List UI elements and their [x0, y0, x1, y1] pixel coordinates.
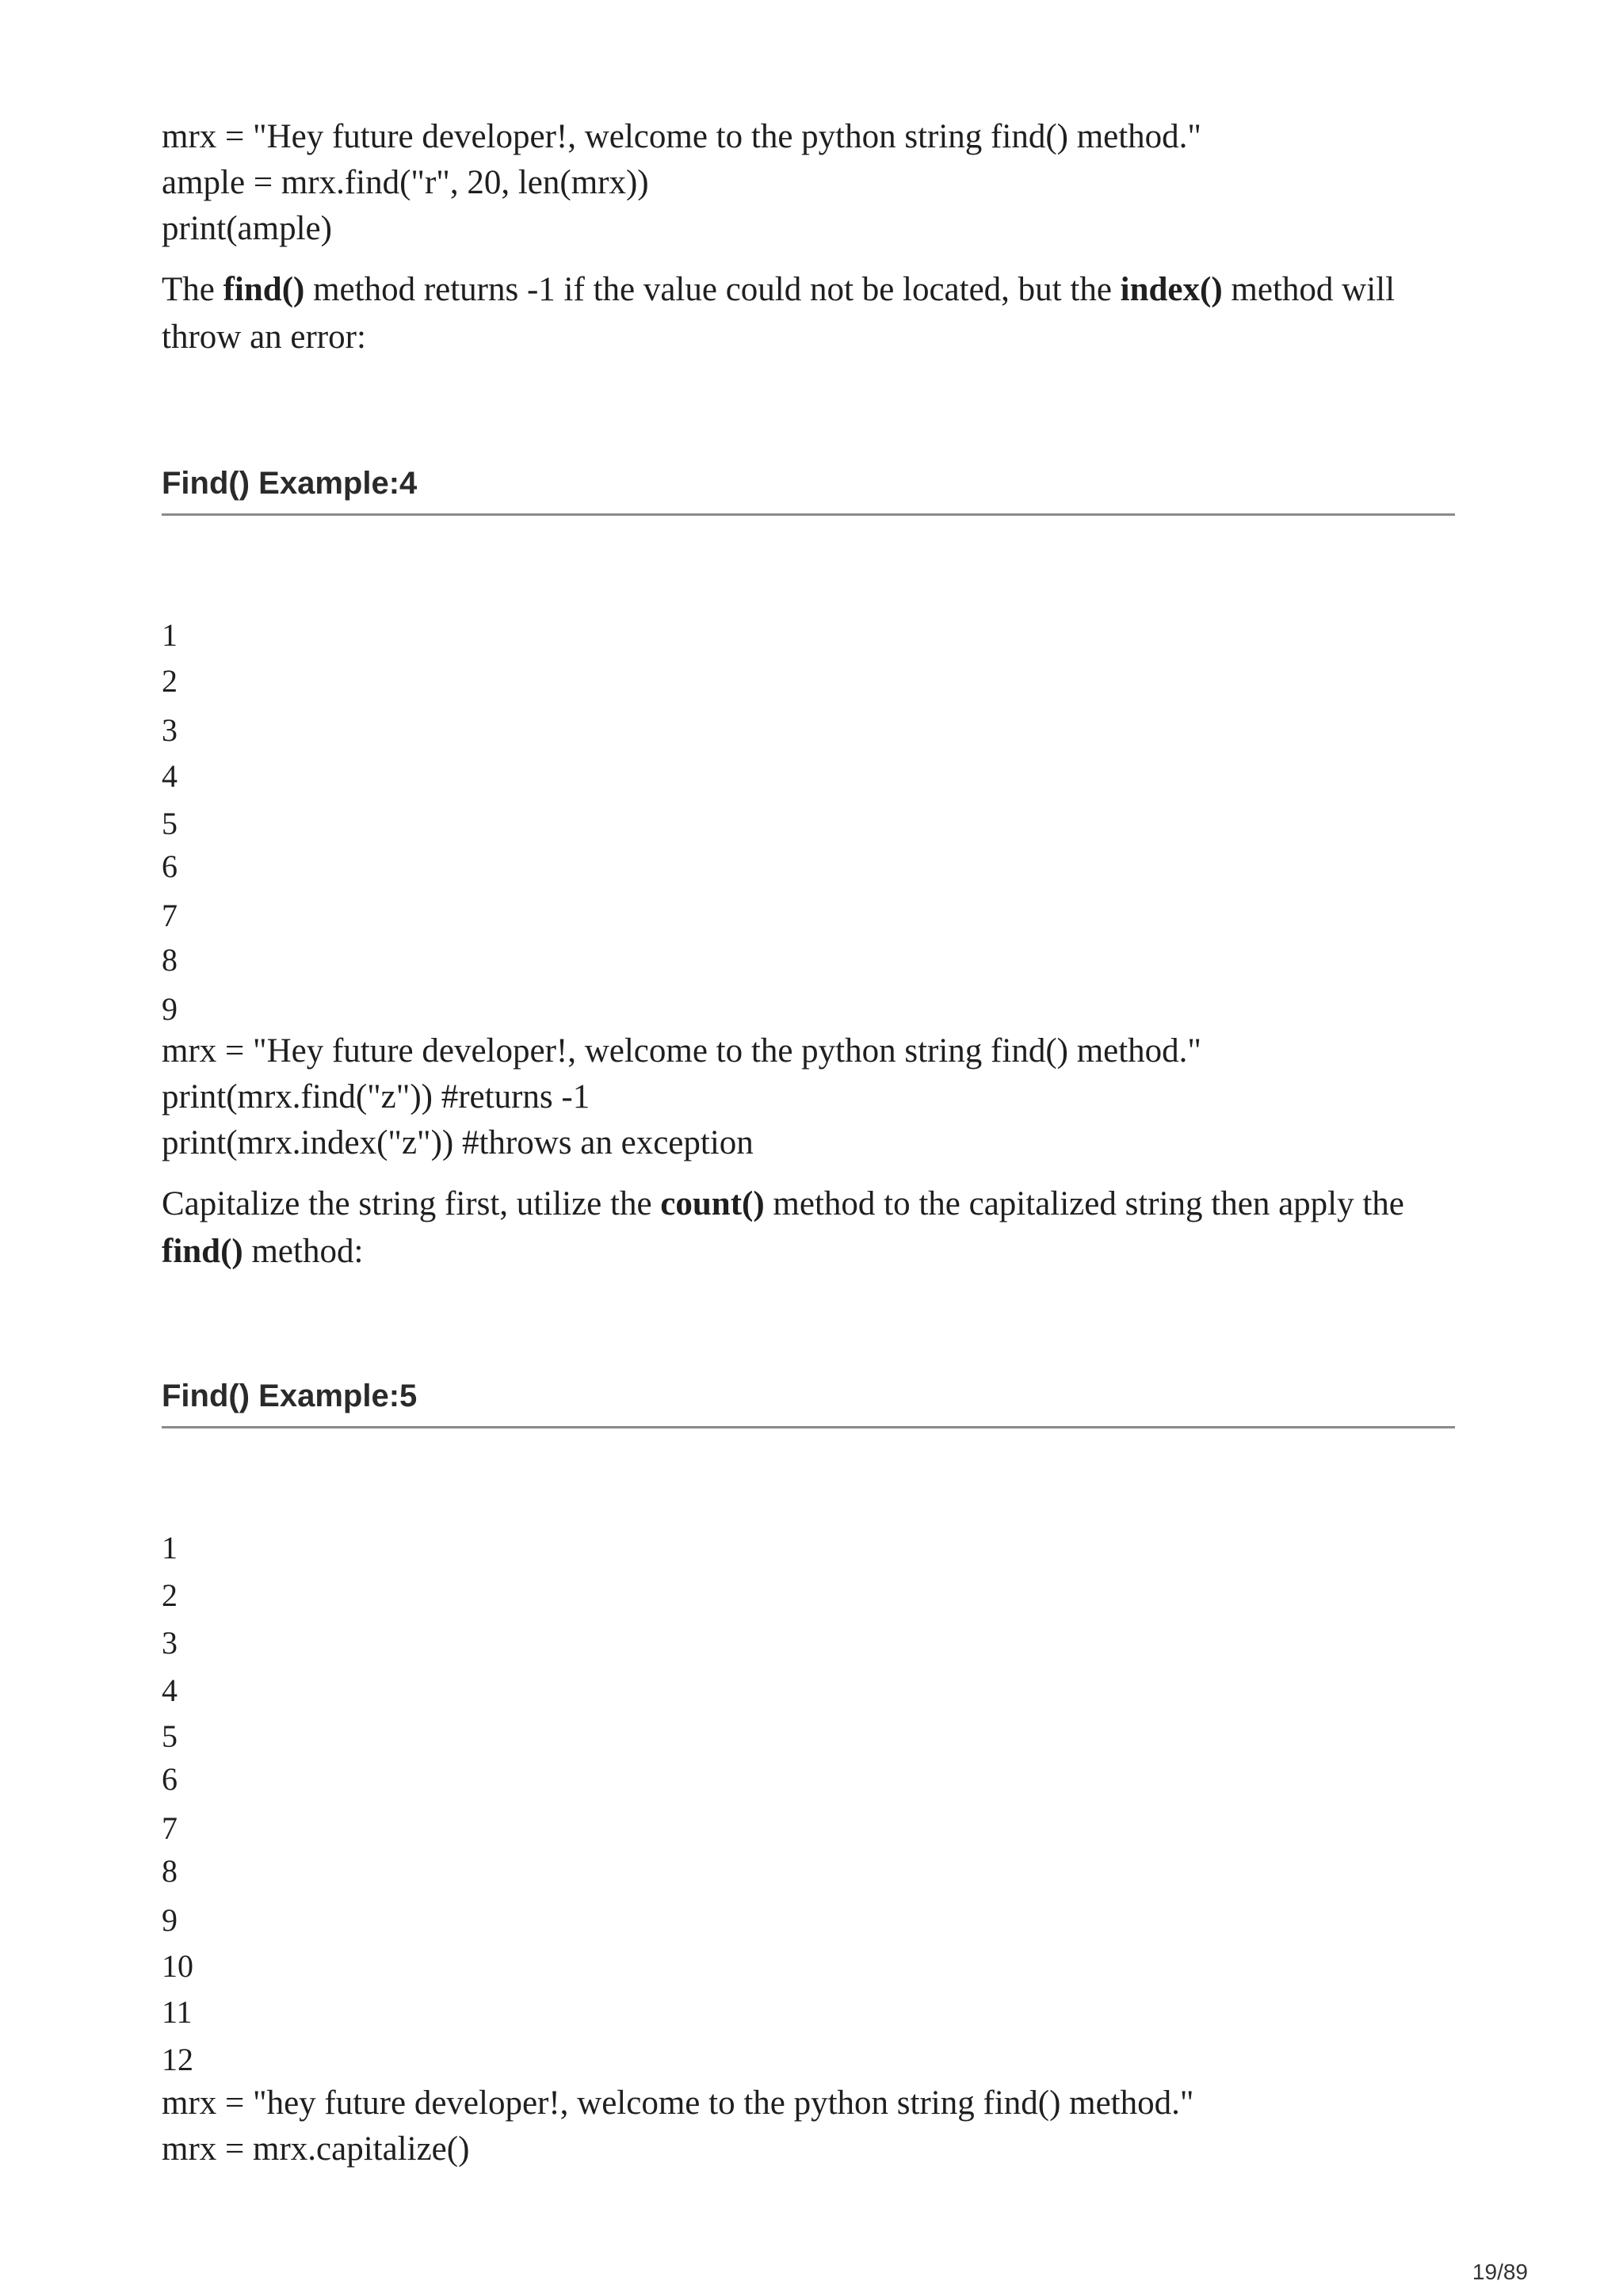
- line-number: 10: [162, 1948, 193, 1984]
- line-number: 7: [162, 1810, 178, 1846]
- line-number: 6: [162, 849, 178, 884]
- line-number: 5: [162, 806, 178, 841]
- line-number: 12: [162, 2042, 193, 2077]
- paragraph-text: The: [162, 271, 223, 308]
- paragraph-text: method:: [242, 1233, 364, 1270]
- line-number: 2: [162, 1577, 178, 1613]
- explanation-paragraph-1: [162, 266, 1461, 361]
- line-number: 2: [162, 663, 178, 699]
- example-4-heading: Find() Example:4: [162, 464, 1455, 516]
- paragraph-text: method to the capitalized string then apply the: [764, 1185, 1404, 1222]
- line-number: 3: [162, 712, 178, 748]
- line-number: 8: [162, 942, 178, 978]
- line-number: 4: [162, 758, 178, 794]
- paragraph-bold-text: count(): [660, 1185, 765, 1222]
- paragraph-bold-text: index(): [1120, 271, 1223, 308]
- line-number: 9: [162, 991, 178, 1027]
- paragraph-text: method returns -1 if the value could not be located, but the: [304, 271, 1121, 308]
- line-number: 6: [162, 1761, 178, 1797]
- code-line: mrx = "Hey future developer!, welcome to the python string find() method.": [162, 118, 1201, 155]
- code-line: print(ample): [162, 210, 332, 247]
- code-line: print(mrx.find("z")) #returns -1: [162, 1078, 590, 1116]
- code-line: mrx = "hey future developer!, welcome to the python string find() method.": [162, 2084, 1194, 2122]
- paragraph-bold-text: find(): [162, 1233, 243, 1270]
- explanation-paragraph-2: [162, 1180, 1461, 1276]
- line-number: 4: [162, 1672, 178, 1708]
- line-number: 1: [162, 1530, 178, 1566]
- code-line: ample = mrx.find("r", 20, len(mrx)): [162, 164, 649, 201]
- code-line: mrx = mrx.capitalize(): [162, 2130, 470, 2168]
- line-number: 5: [162, 1718, 178, 1754]
- code-line: mrx = "Hey future developer!, welcome to the python string find() method.": [162, 1032, 1201, 1070]
- line-number: 9: [162, 1902, 178, 1938]
- example-5-heading: Find() Example:5: [162, 1377, 1455, 1428]
- code-line: print(mrx.index("z")) #throws an exception: [162, 1124, 754, 1161]
- line-number: 1: [162, 617, 178, 653]
- paragraph-text: method will throw an error:: [162, 271, 1396, 356]
- page-number: 19/89: [1472, 2260, 1528, 2284]
- line-number: 8: [162, 1853, 178, 1889]
- paragraph-bold-text: find(): [223, 271, 305, 308]
- paragraph-text: Capitalize the string first, utilize the: [162, 1185, 661, 1222]
- line-number: 11: [162, 1994, 193, 2030]
- line-number: 3: [162, 1625, 178, 1661]
- line-number: 7: [162, 898, 178, 933]
